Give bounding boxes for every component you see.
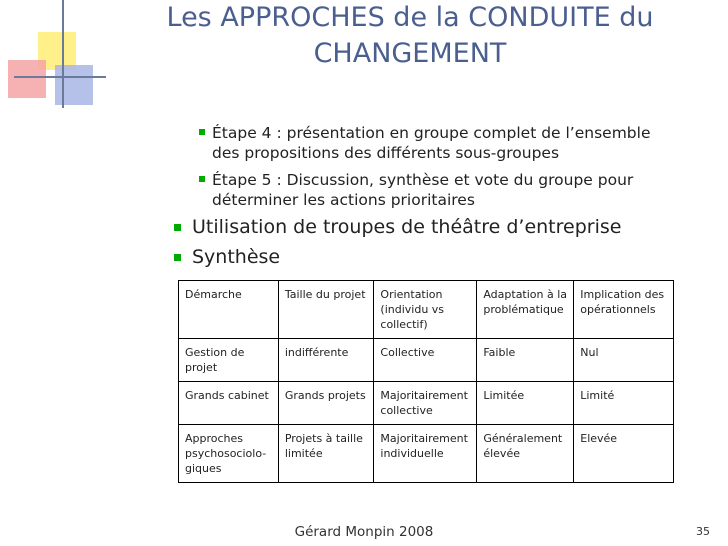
sub-bullet-line: des propositions des différents sous-groupes — [212, 144, 560, 162]
table-cell: Grands projets — [278, 382, 374, 425]
table-cell: Orientation (individu vs collectif) — [374, 281, 477, 339]
table-cell: Taille du projet — [278, 281, 374, 339]
table-row — [179, 425, 674, 483]
sub-bullet-step4 — [212, 123, 682, 163]
decor-vertical-line — [62, 0, 64, 108]
bullet-square-icon — [174, 254, 181, 261]
main-bullet-theatre — [192, 215, 621, 239]
sub-bullet-line: Étape 5 : Discussion, synthèse et vote du groupe pour — [212, 171, 634, 189]
table-cell: Approches psychosociolo-giques — [179, 425, 279, 483]
page-number: 35 — [696, 525, 710, 538]
decor-pink-square — [8, 60, 46, 98]
table-row — [179, 382, 674, 425]
table-cell: Collective — [374, 339, 477, 382]
main-bullet-text: Utilisation de troupes de théâtre d’entreprise — [192, 216, 622, 238]
sub-bullet-line: Étape 4 : présentation en groupe complet de l’ensemble — [212, 124, 651, 142]
synthesis-table — [178, 280, 674, 483]
table-cell: Majoritairement collective — [374, 382, 477, 425]
title-line-1: Les APPROCHES de la CONDUITE du — [166, 2, 654, 33]
main-bullet-synthese — [192, 245, 280, 269]
table-cell: Nul — [574, 339, 674, 382]
footer-author: Gérard Monpin 2008 — [294, 524, 434, 540]
table-cell: Projets à taille limitée — [278, 425, 374, 483]
title-line-2: CHANGEMENT — [313, 38, 507, 69]
table-cell: Grands cabinet — [179, 382, 279, 425]
sub-bullet-line: déterminer les actions prioritaires — [212, 191, 475, 209]
table-cell: indifférente — [278, 339, 374, 382]
table-row — [179, 339, 674, 382]
sub-bullet-step5 — [212, 170, 682, 210]
table-cell: Limitée — [477, 382, 574, 425]
table-header-row — [179, 281, 674, 339]
table-cell: Majoritairement individuelle — [374, 425, 477, 483]
bullet-square-icon — [174, 224, 181, 231]
bullet-square-icon — [199, 129, 205, 135]
table-cell: Implication des opérationnels — [574, 281, 674, 339]
table-cell: Gestion de projet — [179, 339, 279, 382]
table-cell: Adaptation à la problématique — [477, 281, 574, 339]
decor-blue-square — [55, 65, 93, 105]
decor-horizontal-line — [14, 76, 106, 78]
slide-title — [130, 0, 690, 72]
table-cell: Généralement élevée — [477, 425, 574, 483]
table-cell: Démarche — [179, 281, 279, 339]
table-cell: Faible — [477, 339, 574, 382]
main-bullet-text: Synthèse — [192, 246, 281, 268]
bullet-square-icon — [199, 176, 205, 182]
table-cell: Elevée — [574, 425, 674, 483]
table-cell: Limité — [574, 382, 674, 425]
